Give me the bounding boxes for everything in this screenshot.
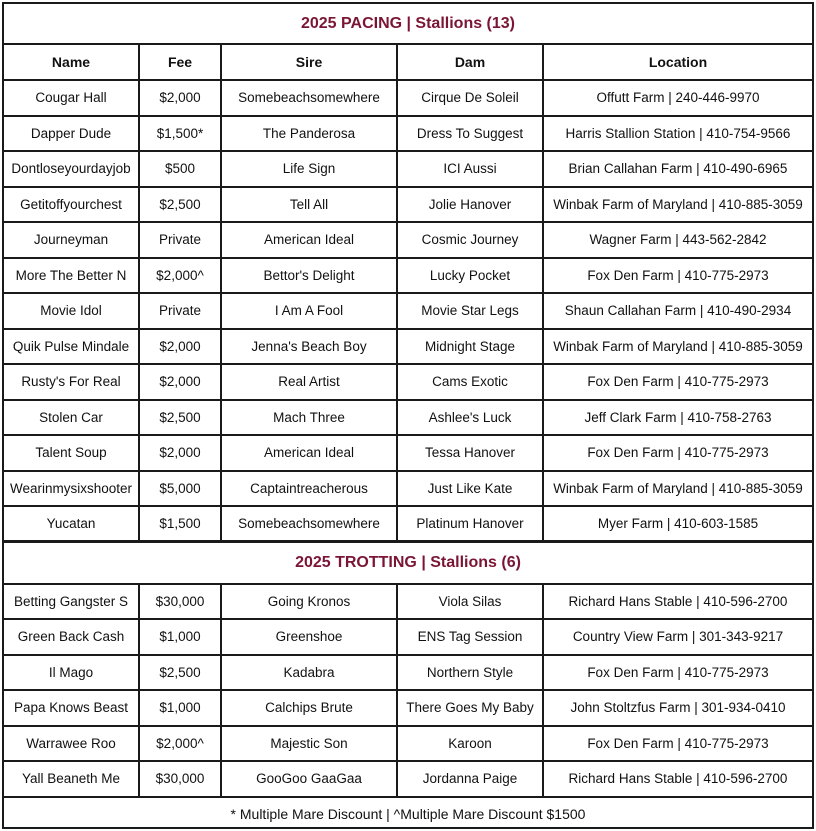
cell-dam: Lucky Pocket	[397, 258, 543, 294]
cell-dam: Just Like Kate	[397, 471, 543, 507]
stallion-sheet	[2, 2, 814, 829]
cell-name: Getitoffyourchest	[4, 187, 139, 223]
table-row	[4, 435, 812, 471]
cell-dam: There Goes My Baby	[397, 690, 543, 726]
cell-name: Quik Pulse Mindale	[4, 329, 139, 365]
cell-fee: $2,500	[139, 400, 221, 436]
cell-dam: Movie Star Legs	[397, 293, 543, 329]
header-name: Name	[4, 44, 139, 80]
cell-name: Talent Soup	[4, 435, 139, 471]
cell-dam: Karoon	[397, 726, 543, 762]
cell-sire: Somebeachsomewhere	[221, 506, 397, 542]
cell-sire: Kadabra	[221, 655, 397, 691]
pacing-rows	[4, 80, 812, 542]
cell-sire: Calchips Brute	[221, 690, 397, 726]
cell-location: Myer Farm | 410-603-1585	[543, 506, 812, 542]
cell-name: Green Back Cash	[4, 619, 139, 655]
cell-sire: Mach Three	[221, 400, 397, 436]
table-row	[4, 80, 812, 116]
cell-name: Cougar Hall	[4, 80, 139, 116]
cell-fee: $1,500*	[139, 116, 221, 152]
cell-location: Offutt Farm | 240-446-9970	[543, 80, 812, 116]
cell-fee: $1,000	[139, 690, 221, 726]
cell-location: Richard Hans Stable | 410-596-2700	[543, 584, 812, 620]
table-row	[4, 151, 812, 187]
cell-location: Richard Hans Stable | 410-596-2700	[543, 761, 812, 797]
cell-location: Winbak Farm of Maryland | 410-885-3059	[543, 187, 812, 223]
cell-dam: Midnight Stage	[397, 329, 543, 365]
cell-location: John Stoltzfus Farm | 301-934-0410	[543, 690, 812, 726]
cell-fee: Private	[139, 222, 221, 258]
table-row	[4, 293, 812, 329]
table-row	[4, 726, 812, 762]
cell-location: Winbak Farm of Maryland | 410-885-3059	[543, 329, 812, 365]
cell-sire: Bettor's Delight	[221, 258, 397, 294]
cell-name: Journeyman	[4, 222, 139, 258]
table-row	[4, 329, 812, 365]
cell-sire: American Ideal	[221, 435, 397, 471]
cell-name: Movie Idol	[4, 293, 139, 329]
cell-sire: Majestic Son	[221, 726, 397, 762]
cell-dam: Tessa Hanover	[397, 435, 543, 471]
table-row	[4, 222, 812, 258]
table-row	[4, 761, 812, 797]
pacing-title: 2025 PACING | Stallions (13)	[4, 4, 812, 44]
trotting-rows	[4, 584, 812, 797]
cell-name: Rusty's For Real	[4, 364, 139, 400]
cell-sire: Real Artist	[221, 364, 397, 400]
cell-location: Brian Callahan Farm | 410-490-6965	[543, 151, 812, 187]
header-sire: Sire	[221, 44, 397, 80]
cell-fee: $2,000	[139, 80, 221, 116]
cell-sire: Life Sign	[221, 151, 397, 187]
cell-location: Shaun Callahan Farm | 410-490-2934	[543, 293, 812, 329]
footnote: * Multiple Mare Discount | ^Multiple Mare Discount $1500	[4, 797, 812, 831]
cell-dam: Jolie Hanover	[397, 187, 543, 223]
cell-name: Il Mago	[4, 655, 139, 691]
cell-location: Fox Den Farm | 410-775-2973	[543, 258, 812, 294]
cell-name: Dontloseyourdayjob	[4, 151, 139, 187]
header-dam: Dam	[397, 44, 543, 80]
trotting-title: 2025 TROTTING | Stallions (6)	[4, 542, 812, 584]
cell-location: Fox Den Farm | 410-775-2973	[543, 435, 812, 471]
cell-name: Warrawee Roo	[4, 726, 139, 762]
cell-sire: Greenshoe	[221, 619, 397, 655]
header-fee: Fee	[139, 44, 221, 80]
cell-location: Fox Den Farm | 410-775-2973	[543, 726, 812, 762]
cell-sire: Going Kronos	[221, 584, 397, 620]
cell-fee: $2,500	[139, 187, 221, 223]
cell-dam: Viola Silas	[397, 584, 543, 620]
cell-name: Yall Beaneth Me	[4, 761, 139, 797]
table-row	[4, 506, 812, 542]
header-row	[4, 44, 812, 80]
cell-location: Wagner Farm | 443-562-2842	[543, 222, 812, 258]
cell-location: Fox Den Farm | 410-775-2973	[543, 655, 812, 691]
table-row	[4, 690, 812, 726]
cell-fee: $5,000	[139, 471, 221, 507]
cell-location: Harris Stallion Station | 410-754-9566	[543, 116, 812, 152]
table-row	[4, 400, 812, 436]
cell-location: Country View Farm | 301-343-9217	[543, 619, 812, 655]
cell-sire: The Panderosa	[221, 116, 397, 152]
table-row	[4, 471, 812, 507]
cell-fee: $2,500	[139, 655, 221, 691]
cell-dam: Jordanna Paige	[397, 761, 543, 797]
cell-location: Jeff Clark Farm | 410-758-2763	[543, 400, 812, 436]
table-row	[4, 116, 812, 152]
cell-fee: $30,000	[139, 584, 221, 620]
cell-fee: $2,000	[139, 435, 221, 471]
cell-name: Stolen Car	[4, 400, 139, 436]
cell-fee: $30,000	[139, 761, 221, 797]
cell-dam: Cirque De Soleil	[397, 80, 543, 116]
stallion-table	[4, 4, 812, 831]
cell-name: Yucatan	[4, 506, 139, 542]
cell-name: Betting Gangster S	[4, 584, 139, 620]
cell-sire: Captaintreacherous	[221, 471, 397, 507]
cell-fee: Private	[139, 293, 221, 329]
cell-fee: $2,000	[139, 364, 221, 400]
cell-name: Dapper Dude	[4, 116, 139, 152]
cell-dam: Cams Exotic	[397, 364, 543, 400]
table-row	[4, 584, 812, 620]
cell-sire: American Ideal	[221, 222, 397, 258]
cell-dam: Northern Style	[397, 655, 543, 691]
cell-fee: $500	[139, 151, 221, 187]
cell-dam: Dress To Suggest	[397, 116, 543, 152]
cell-location: Winbak Farm of Maryland | 410-885-3059	[543, 471, 812, 507]
cell-dam: Cosmic Journey	[397, 222, 543, 258]
table-row	[4, 364, 812, 400]
cell-dam: Platinum Hanover	[397, 506, 543, 542]
cell-location: Fox Den Farm | 410-775-2973	[543, 364, 812, 400]
cell-dam: ICI Aussi	[397, 151, 543, 187]
cell-sire: Somebeachsomewhere	[221, 80, 397, 116]
cell-dam: ENS Tag Session	[397, 619, 543, 655]
table-row	[4, 619, 812, 655]
cell-name: Wearinmysixshooter	[4, 471, 139, 507]
cell-sire: I Am A Fool	[221, 293, 397, 329]
cell-dam: Ashlee's Luck	[397, 400, 543, 436]
cell-fee: $2,000^	[139, 726, 221, 762]
cell-sire: Jenna's Beach Boy	[221, 329, 397, 365]
cell-fee: $2,000	[139, 329, 221, 365]
table-row	[4, 187, 812, 223]
cell-name: Papa Knows Beast	[4, 690, 139, 726]
cell-name: More The Better N	[4, 258, 139, 294]
cell-fee: $2,000^	[139, 258, 221, 294]
header-location: Location	[543, 44, 812, 80]
table-row	[4, 258, 812, 294]
cell-sire: GooGoo GaaGaa	[221, 761, 397, 797]
table-row	[4, 655, 812, 691]
cell-sire: Tell All	[221, 187, 397, 223]
cell-fee: $1,500	[139, 506, 221, 542]
cell-fee: $1,000	[139, 619, 221, 655]
